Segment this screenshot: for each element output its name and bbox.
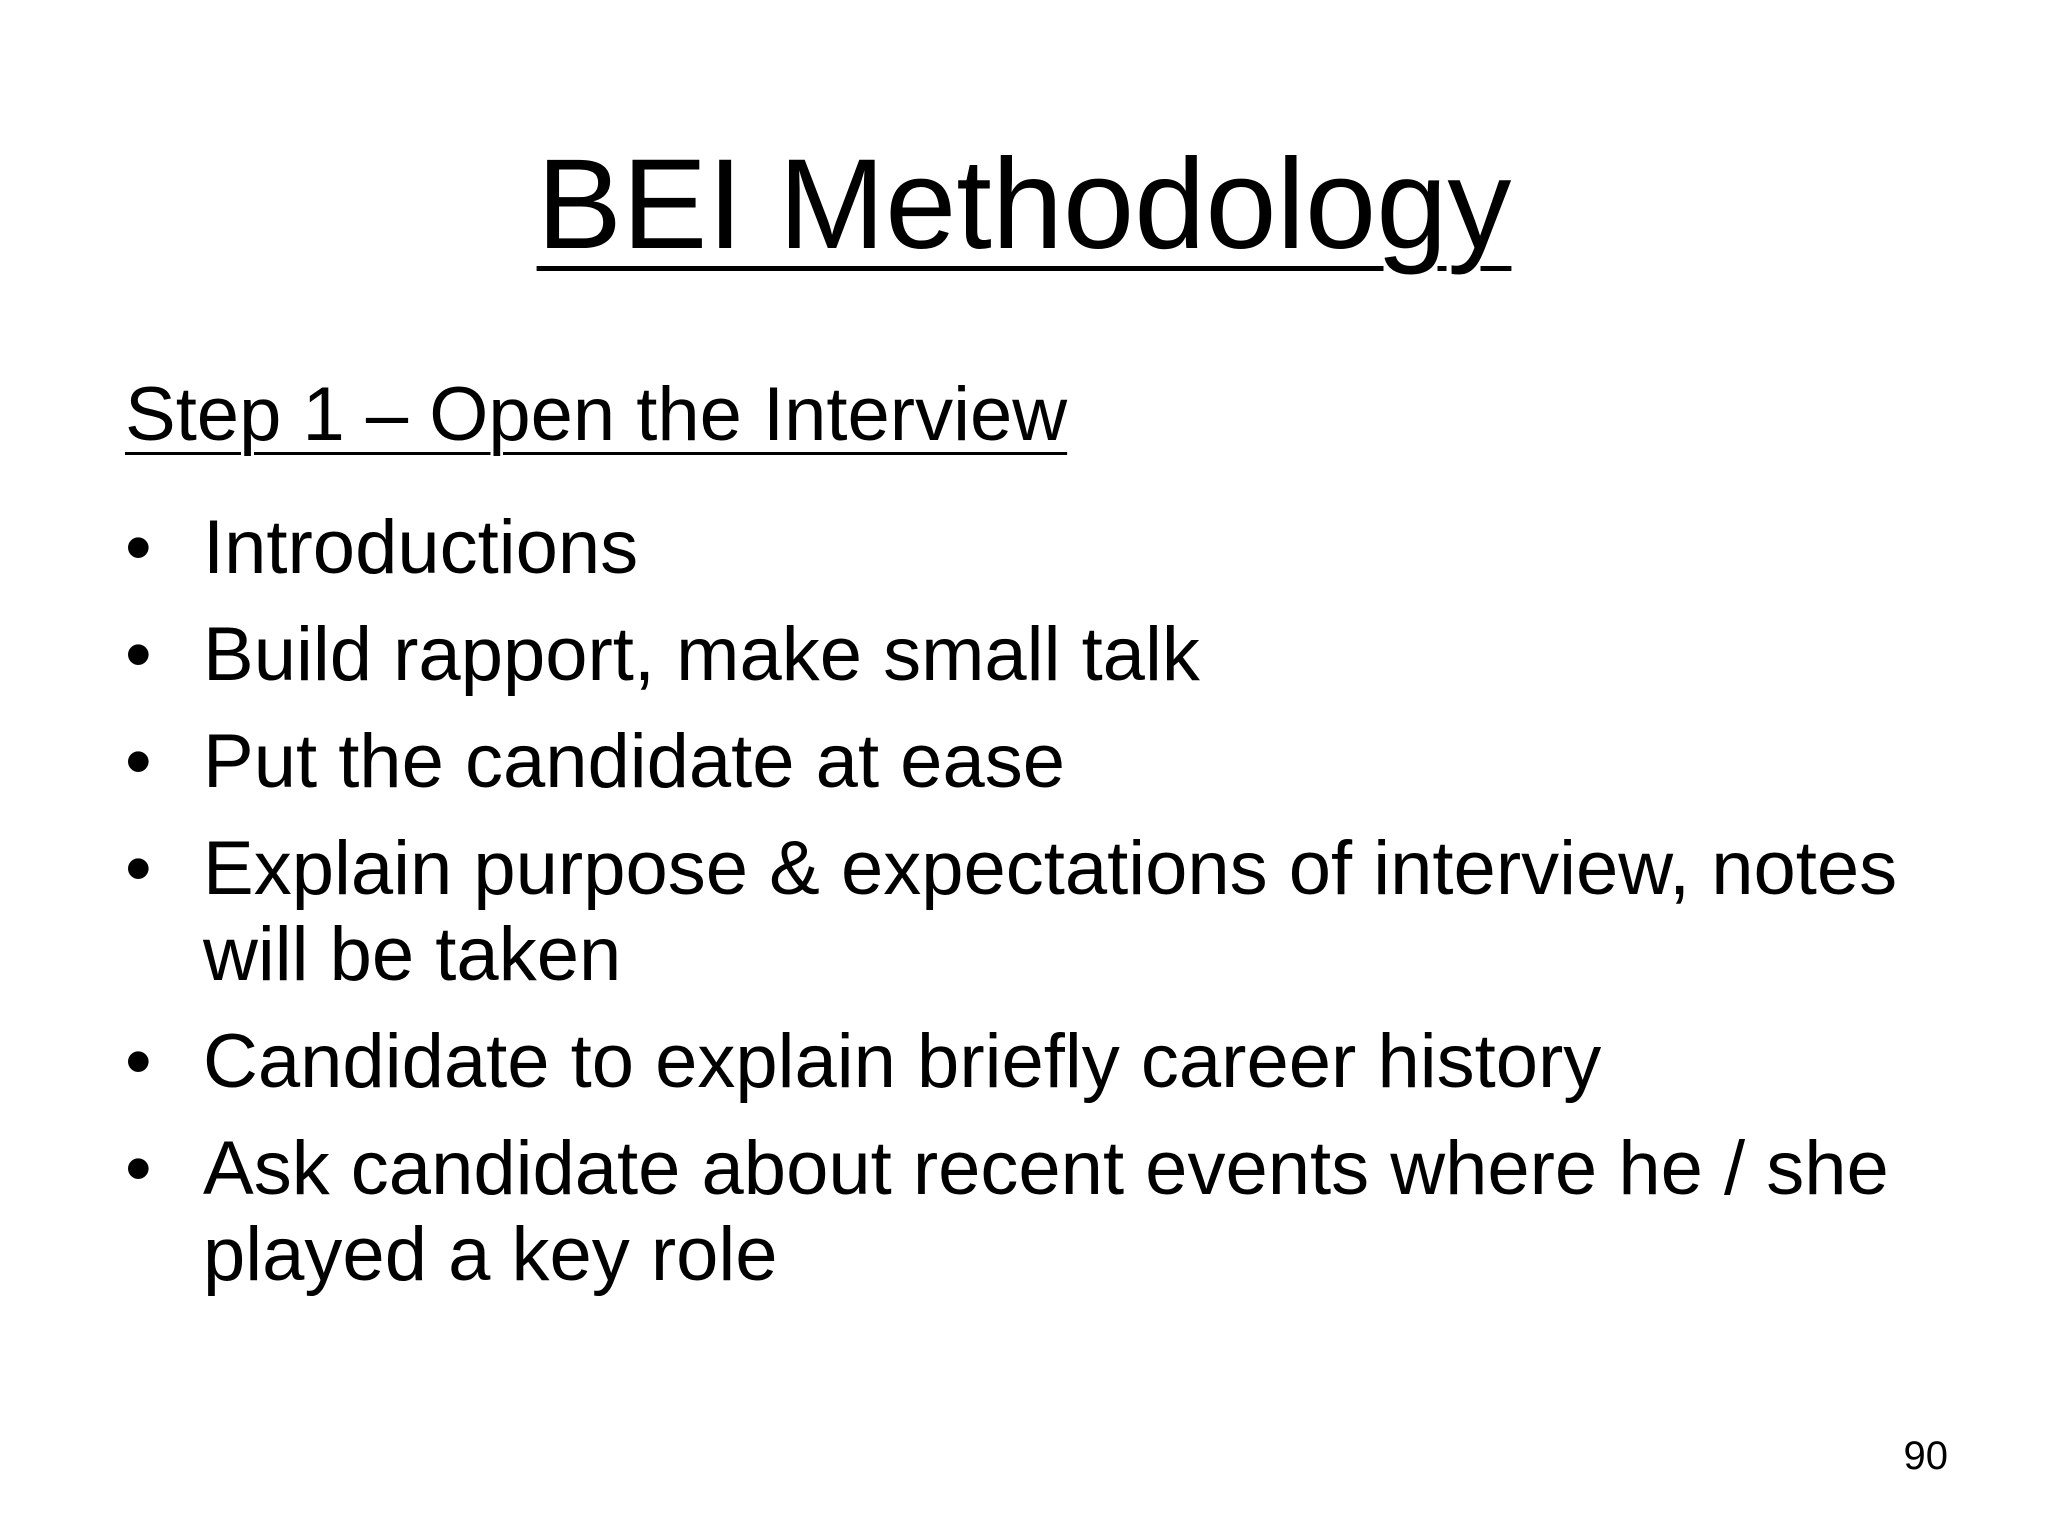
bullet-text: Put the candidate at ease <box>203 719 1065 804</box>
bullet-item <box>125 1126 1925 1298</box>
bullet-item <box>125 1019 1925 1105</box>
bullet-icon: • <box>125 612 152 697</box>
bullet-text: Ask candidate about recent events where he / she played a key role <box>203 1126 1889 1297</box>
bullet-icon: • <box>125 1019 152 1104</box>
bullet-text: Introductions <box>203 505 639 590</box>
bullet-item <box>125 505 1925 591</box>
bullet-text: Explain purpose & expectations of interview, notes will be taken <box>203 826 1898 997</box>
bullet-icon: • <box>125 1126 152 1211</box>
bullet-text: Candidate to explain briefly career history <box>203 1019 1602 1104</box>
bullet-icon: • <box>125 826 152 911</box>
slide-subtitle: Step 1 – Open the Interview <box>125 372 1068 457</box>
bullet-icon: • <box>125 719 152 804</box>
slide-title: BEI Methodology <box>536 133 1512 276</box>
bullet-icon: • <box>125 505 152 590</box>
bullet-item <box>125 719 1925 805</box>
bullet-item <box>125 826 1925 998</box>
bullet-item <box>125 612 1925 698</box>
bullet-text: Build rapport, make small talk <box>203 612 1200 697</box>
page-number: 90 <box>1903 1434 1948 1478</box>
bullet-list <box>125 505 1925 1319</box>
